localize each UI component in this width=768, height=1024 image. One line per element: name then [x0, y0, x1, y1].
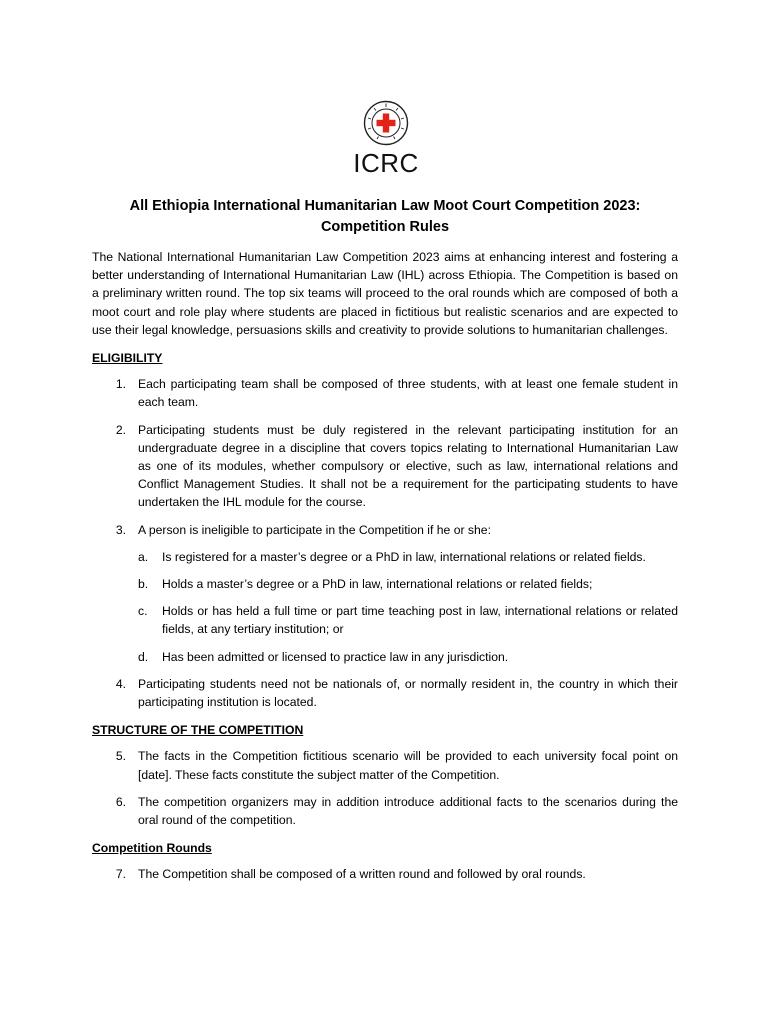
list-item	[92, 675, 678, 711]
sub-item-letter: b.	[138, 577, 149, 592]
item-text: Each participating team shall be composed of three students, with at least one female student in each team.	[138, 377, 678, 410]
sub-list-item	[138, 648, 678, 666]
item-number: 3.	[115, 522, 126, 537]
item-number: 5.	[115, 749, 126, 764]
item-number: 1.	[115, 377, 126, 392]
list-item	[92, 865, 678, 883]
intro-paragraph: The National International Humanitarian Law Competition 2023 aims at enhancing interest and fostering a better understanding of International Humanitarian Law (IHL) across Ethiopia. The Competition is based on a preliminary written round. The top six teams will proceed to the oral rounds which are composed of both a moot court and role play where students are placed in fictitious but realistic scenarios and are expected to use their legal knowledge, persuasions skills and creativity to provide solutions to humanitarian challenges.	[92, 250, 678, 337]
item-number: 2.	[115, 422, 126, 437]
sub-item-text: Is registered for a master’s degree or a PhD in law, international relations or related fields.	[162, 549, 646, 564]
sub-item-text: Has been admitted or licensed to practice law in any jurisdiction.	[162, 649, 509, 664]
item-text: The facts in the Competition fictitious scenario will be provided to each university focal point on [date]. These facts constitute the subject matter of the Competition.	[138, 749, 678, 782]
sub-item-letter: a.	[138, 549, 149, 564]
sub-item-text: Holds or has held a full time or part time teaching post in law, international relations or related fields, at any tertiary institution; or	[162, 604, 678, 637]
title-line-2: Competition Rules	[320, 219, 450, 235]
item-number: 4.	[115, 676, 126, 691]
item-text: The Competition shall be composed of a written round and followed by oral rounds.	[138, 867, 586, 882]
list-item	[92, 375, 678, 411]
list-item	[92, 421, 678, 512]
list-item	[92, 521, 678, 539]
title-line-1: All Ethiopia International Humanitarian Law Moot Court Competition 2023:	[129, 198, 641, 214]
item-text: The competition organizers may in addition introduce additional facts to the scenarios during the oral round of the competition.	[138, 794, 678, 828]
sub-list-item	[138, 602, 678, 638]
sub-item-letter: d.	[138, 649, 149, 664]
item-number: 7.	[115, 867, 126, 882]
sub-list-item	[138, 575, 678, 593]
sub-item-letter: c.	[138, 604, 148, 619]
item-text: A person is ineligible to participate in the Competition if he or she:	[138, 522, 491, 537]
list-item	[92, 793, 678, 829]
competition-rounds-heading: Competition Rounds	[92, 841, 212, 856]
document-body	[92, 248, 678, 893]
icrc-wordmark: ICRC	[353, 148, 419, 178]
sub-list-item	[138, 548, 678, 566]
item-number: 6.	[115, 794, 126, 809]
document-title	[90, 196, 680, 238]
item-text: Participating students must be duly registered in the relevant participating institution for an undergraduate degree in a discipline that covers topics relating to International Humanitarian Law as one of its modules, whether compulsory or elective, such as law, international relations and Conflict Management Studies. It shall not be a requirement for the participating students to have undertaken the IHL module for the course.	[138, 422, 678, 510]
structure-heading: STRUCTURE OF THE COMPETITION	[92, 723, 304, 738]
eligibility-heading: ELIGIBILITY	[92, 351, 163, 366]
icrc-logo	[348, 100, 424, 179]
sub-item-text: Holds a master’s degree or a PhD in law, international relations or related fields;	[162, 577, 593, 592]
list-item	[92, 747, 678, 783]
item-text: Participating students need not be nationals of, or normally resident in, the country in which their participating institution is located.	[138, 676, 678, 710]
icrc-emblem-icon	[363, 100, 409, 146]
